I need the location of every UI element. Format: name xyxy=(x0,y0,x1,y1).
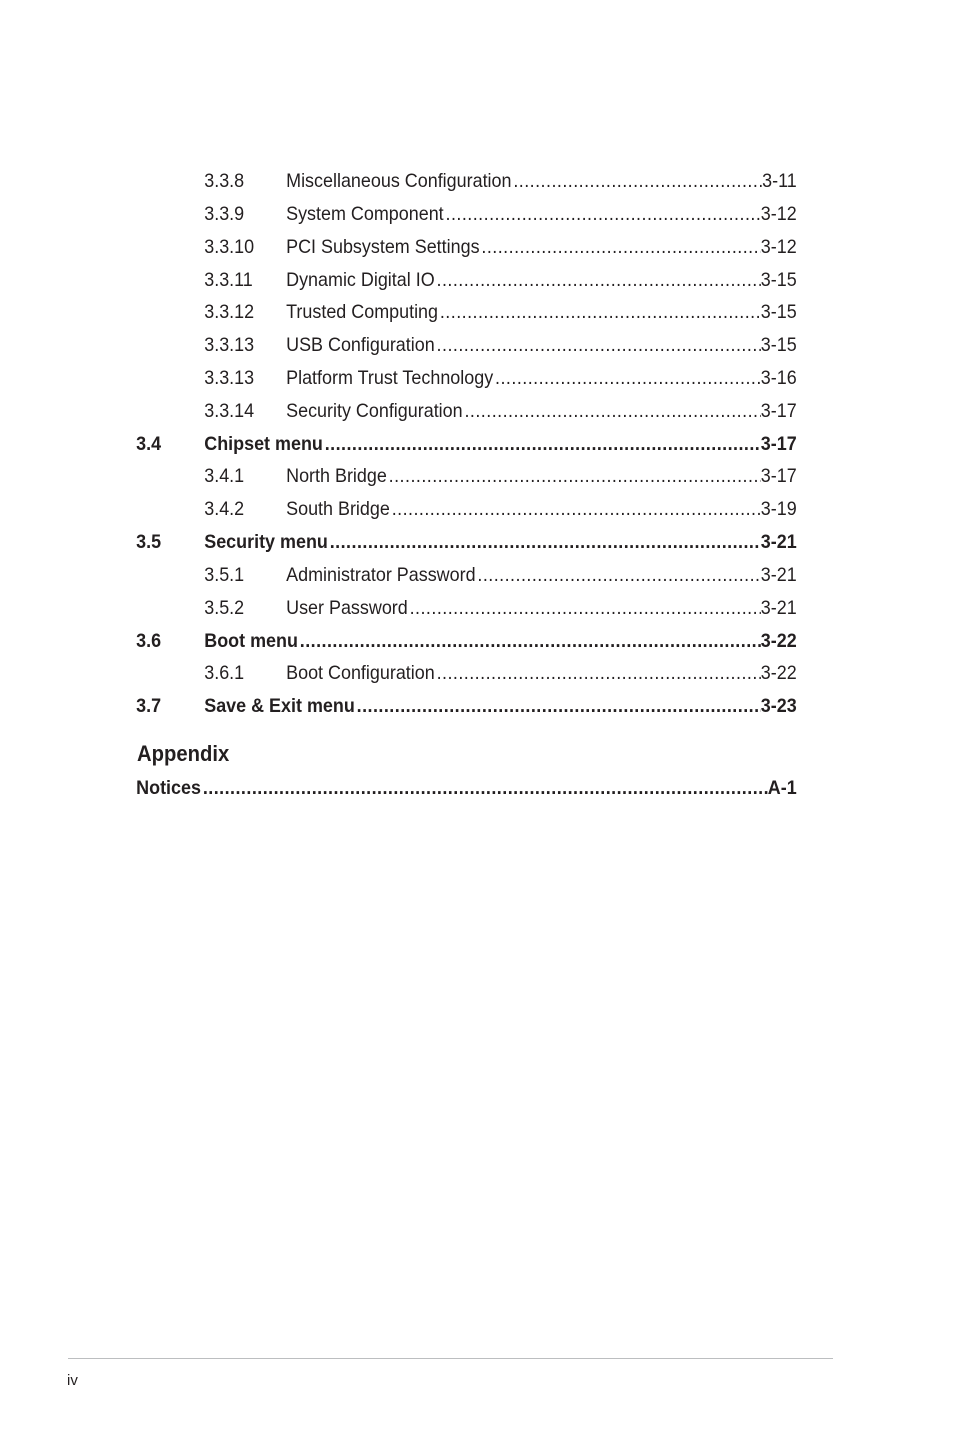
toc-entry[interactable] xyxy=(0,398,878,424)
toc-entry-number: 3.6 xyxy=(136,630,162,652)
toc-entry-number: 3.3.13 xyxy=(204,334,255,356)
toc-entry-title: Security Configuration xyxy=(286,400,463,422)
toc-entry-title: Notices xyxy=(136,777,201,799)
dot-leader xyxy=(480,234,761,260)
toc-entry-page: A-1 xyxy=(767,777,797,799)
toc-entry-page: 3-19 xyxy=(760,498,797,520)
toc-entry-title: South Bridge xyxy=(286,498,390,520)
toc-entry-title: USB Configuration xyxy=(286,334,435,356)
toc-entry-number: 3.4 xyxy=(136,433,162,455)
dot-leader xyxy=(476,562,761,588)
toc-section-entry[interactable] xyxy=(0,775,878,801)
toc-entry-title: North Bridge xyxy=(286,465,387,487)
toc-entry[interactable] xyxy=(0,168,878,194)
toc-entry-number: 3.3.12 xyxy=(204,301,255,323)
toc-entry-number: 3.5.2 xyxy=(204,597,245,619)
toc-entry-number: 3.3.11 xyxy=(204,269,253,291)
dot-leader xyxy=(435,267,761,293)
toc-entry-page: 3-17 xyxy=(760,465,797,487)
toc-entry-number: 3.3.9 xyxy=(204,203,245,225)
toc-entry-title: Administrator Password xyxy=(286,564,476,586)
toc-section-entry[interactable] xyxy=(0,693,878,719)
dot-leader xyxy=(463,398,761,424)
toc-entry-title: System Component xyxy=(286,203,444,225)
toc-entry-page: 3-22 xyxy=(760,630,797,652)
dot-leader xyxy=(387,463,761,489)
toc-entry-number: 3.5.1 xyxy=(204,564,245,586)
toc-entry-title: Chipset menu xyxy=(204,433,323,455)
toc-entry[interactable] xyxy=(0,201,878,227)
dot-leader xyxy=(444,201,761,227)
toc-entry-page: 3-15 xyxy=(760,334,797,356)
toc-entry[interactable] xyxy=(0,562,878,588)
dot-leader xyxy=(511,168,762,194)
dot-leader xyxy=(201,775,768,801)
toc-entry-number: 3.3.13 xyxy=(204,367,255,389)
toc-entry-number: 3.3.8 xyxy=(204,170,245,192)
toc-entry-title: Platform Trust Technology xyxy=(286,367,494,389)
toc-entry-page: 3-16 xyxy=(760,367,797,389)
toc-entry-page: 3-11 xyxy=(762,170,797,192)
toc-entry-page: 3-21 xyxy=(760,597,797,619)
toc-entry[interactable] xyxy=(0,267,878,293)
toc-entry-title: Dynamic Digital IO xyxy=(286,269,435,291)
toc-entry-page: 3-15 xyxy=(760,301,797,323)
toc-entry-page: 3-12 xyxy=(760,236,797,258)
toc-entry-title: Miscellaneous Configuration xyxy=(286,170,512,192)
toc-entry-page: 3-15 xyxy=(760,269,797,291)
toc-entry[interactable] xyxy=(0,365,878,391)
toc-entry-number: 3.3.10 xyxy=(204,236,255,258)
toc-entry-title: Boot menu xyxy=(204,630,298,652)
dot-leader xyxy=(435,332,761,358)
dot-leader xyxy=(438,299,761,325)
toc-entry-page: 3-17 xyxy=(760,433,797,455)
dot-leader xyxy=(435,660,761,686)
dot-leader xyxy=(493,365,761,391)
footer-divider xyxy=(68,1358,833,1359)
toc-entry[interactable] xyxy=(0,463,878,489)
toc-entry-title: User Password xyxy=(286,597,408,619)
footer-page-number: iv xyxy=(67,1372,78,1389)
toc-entry-number: 3.5 xyxy=(136,531,162,553)
dot-leader xyxy=(355,693,761,719)
dot-leader xyxy=(408,595,761,621)
toc-entry[interactable] xyxy=(0,496,878,522)
toc-entry-number: 3.6.1 xyxy=(204,662,245,684)
toc-entry-title: PCI Subsystem Settings xyxy=(286,236,480,258)
toc-entry-page: 3-21 xyxy=(760,531,797,553)
toc-entry-number: 3.4.2 xyxy=(204,498,245,520)
toc-entry-title: Save & Exit menu xyxy=(204,695,355,717)
dot-leader xyxy=(390,496,761,522)
toc-entry-page: 3-22 xyxy=(760,662,797,684)
toc-entry-number: 3.4.1 xyxy=(204,465,245,487)
toc-entry[interactable] xyxy=(0,595,878,621)
toc-entry[interactable] xyxy=(0,299,878,325)
toc-entry-page: 3-17 xyxy=(760,400,797,422)
dot-leader xyxy=(328,529,761,555)
appendix-heading: Appendix xyxy=(137,741,230,766)
toc-entry-page: 3-23 xyxy=(760,695,797,717)
toc-entry-page: 3-12 xyxy=(760,203,797,225)
toc-entry[interactable] xyxy=(0,332,878,358)
toc-entry-number: 3.3.14 xyxy=(204,400,255,422)
toc-section-entry[interactable] xyxy=(0,529,878,555)
toc-entry-title: Trusted Computing xyxy=(286,301,439,323)
toc-section-entry[interactable] xyxy=(0,431,878,457)
toc-entry[interactable] xyxy=(0,660,878,686)
toc-entry[interactable] xyxy=(0,234,878,260)
toc-entry-number: 3.7 xyxy=(136,695,162,717)
toc-entry-page: 3-21 xyxy=(760,564,797,586)
dot-leader xyxy=(323,431,761,457)
toc-entry-title: Boot Configuration xyxy=(286,662,435,684)
toc-entry-title: Security menu xyxy=(204,531,328,553)
dot-leader xyxy=(298,628,761,654)
toc-section-entry[interactable] xyxy=(0,628,878,654)
